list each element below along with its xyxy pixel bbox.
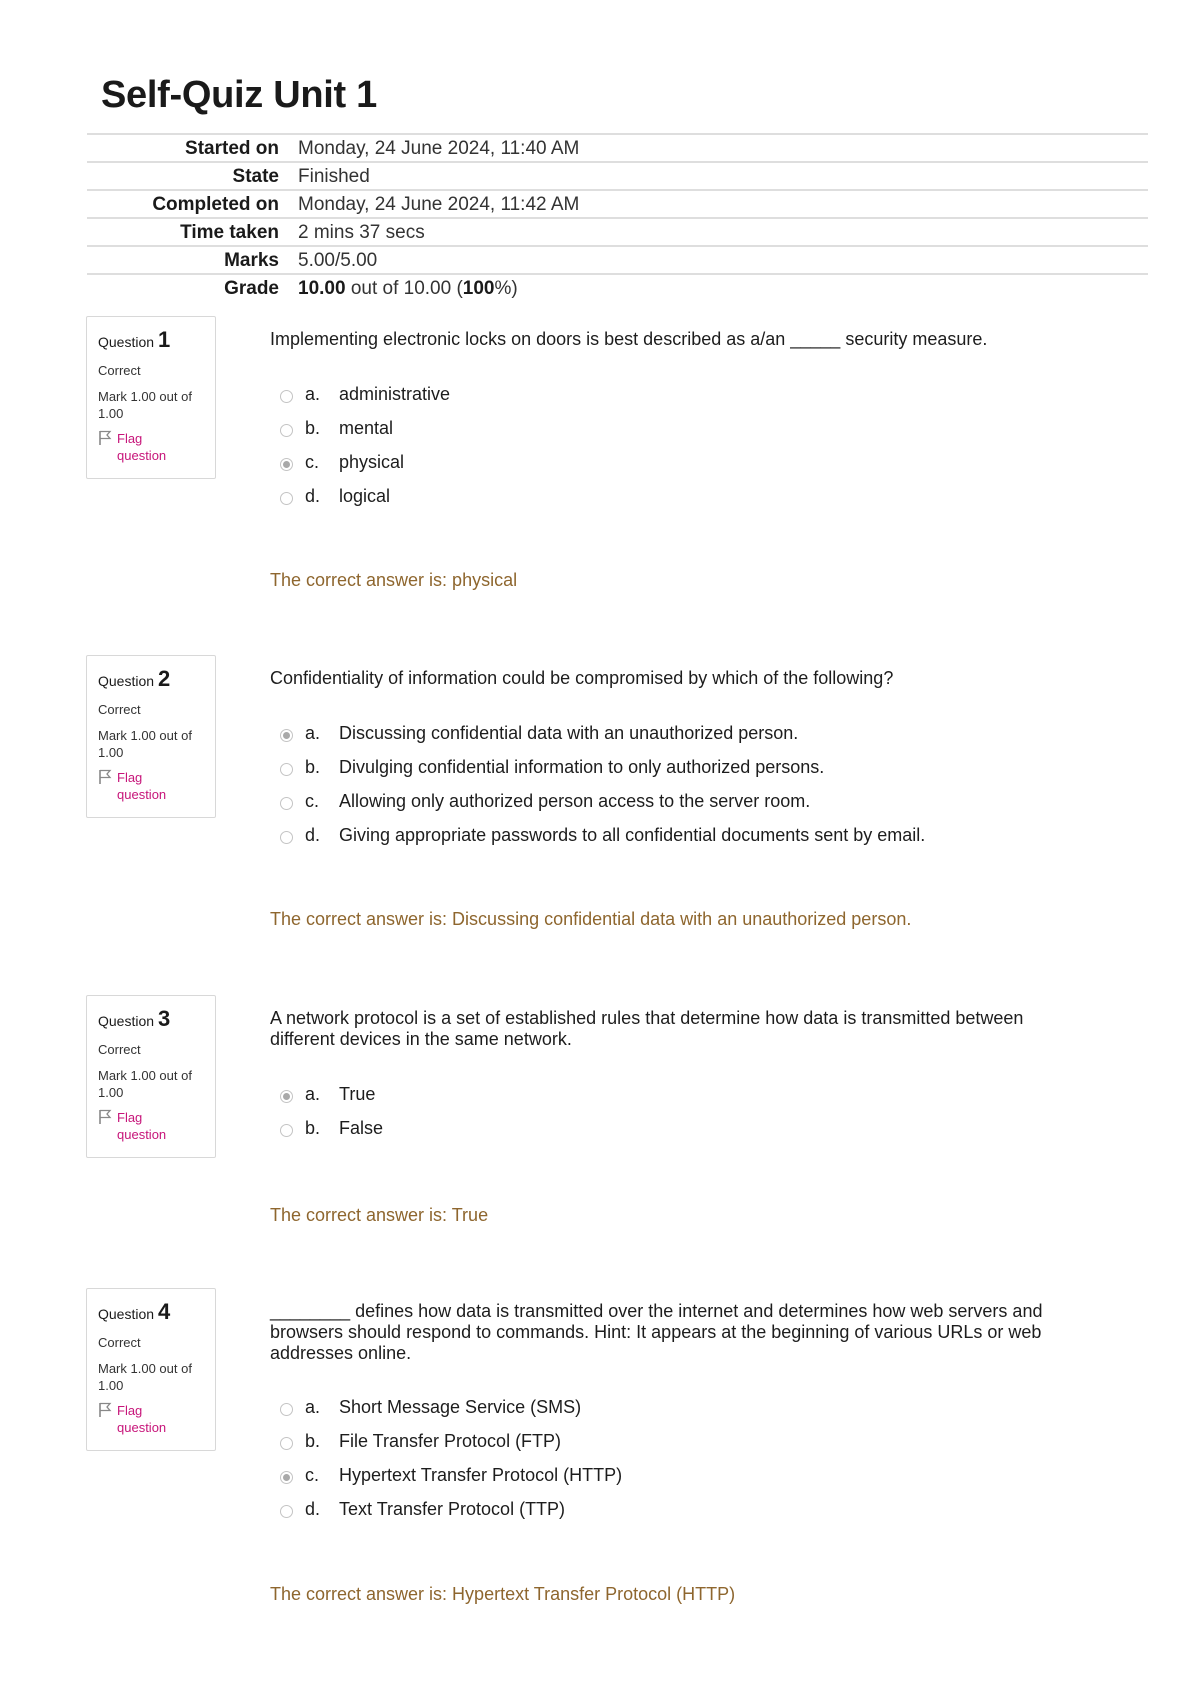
option-letter: d. [305,485,321,506]
radio-button[interactable] [280,424,293,437]
radio-button[interactable] [280,797,293,810]
option-letter: a. [305,383,321,404]
option-text: Allowing only authorized person access to the server room. [339,790,811,811]
answer-options [280,1390,622,1526]
option-letter: a. [305,1396,321,1417]
summary-label: Time taken [180,221,279,243]
question-label: Question [98,334,155,350]
question-text: ________ defines how data is transmitted over the internet and determines how web servers and browsers should respond to commands. Hint: It appears at the beginning of various URLs or web addresses online. [270,1301,1043,1363]
attempt-summary-table [87,133,1148,301]
option-text: administrative [339,383,451,404]
question-number [98,666,215,692]
radio-button[interactable] [280,763,293,776]
grade-middle: out of 10.00 ( [345,277,463,299]
grade-percent: 100 [462,277,495,299]
option-letter: d. [305,1498,321,1519]
option-text: physical [339,451,405,472]
summary-row-state [87,162,1148,190]
radio-button[interactable] [280,458,293,471]
answer-options [280,1077,383,1145]
summary-label: State [232,165,279,187]
summary-value: 5.00/5.00 [298,249,378,271]
question-state: Correct [98,702,141,717]
question-mark: Mark 1.00 out of 1.00 [98,1068,192,1100]
answer-option[interactable] [280,784,925,818]
option-text: Short Message Service (SMS) [339,1396,582,1417]
option-text: False [339,1117,384,1138]
radio-button[interactable] [280,492,293,505]
question-number-value: 1 [158,327,171,352]
summary-value: Monday, 24 June 2024, 11:42 AM [298,193,580,215]
question-state: Correct [98,1335,141,1350]
question-mark: Mark 1.00 out of 1.00 [98,389,192,421]
summary-value: Finished [298,165,370,187]
correct-answer-feedback: The correct answer is: Discussing confidential data with an unauthorized person. [270,909,912,929]
correct-answer-feedback: The correct answer is: True [270,1205,489,1225]
radio-button[interactable] [280,390,293,403]
answer-option[interactable] [280,1458,622,1492]
option-letter: b. [305,1430,321,1451]
answer-option[interactable] [280,1077,383,1111]
radio-button[interactable] [280,1403,293,1416]
summary-row-grade [87,274,1148,301]
flag-question-link[interactable] [98,769,215,803]
summary-value [279,274,1148,301]
option-text: Divulging confidential information to only authorized persons. [339,756,825,777]
option-letter: b. [305,1117,321,1138]
option-letter: b. [305,417,321,438]
radio-button[interactable] [280,729,293,742]
flag-question-label: Flag question [117,1110,167,1142]
option-letter: a. [305,1083,321,1104]
radio-button[interactable] [280,1505,293,1518]
flag-icon [98,769,113,785]
option-letter: c. [305,451,320,472]
answer-option[interactable] [280,1424,622,1458]
flag-question-link[interactable] [98,1402,215,1436]
summary-row-started [87,134,1148,162]
answer-options [280,716,925,852]
answer-option[interactable] [280,716,925,750]
option-text: File Transfer Protocol (FTP) [339,1430,562,1451]
option-text: True [339,1083,376,1104]
question-text: A network protocol is a set of established rules that determine how data is transmitted between different devices in the same network. [270,1008,1024,1049]
option-letter: a. [305,722,321,743]
summary-row-marks [87,246,1148,274]
flag-icon [98,1109,113,1125]
radio-button[interactable] [280,831,293,844]
answer-option[interactable] [280,377,450,411]
summary-value: 2 mins 37 secs [298,221,425,243]
question-mark: Mark 1.00 out of 1.00 [98,1361,192,1393]
question-label: Question [98,1013,155,1029]
answer-option[interactable] [280,818,925,852]
question-state: Correct [98,363,141,378]
option-letter: b. [305,756,321,777]
question-info [86,655,216,818]
grade-end: %) [494,277,518,299]
question-mark: Mark 1.00 out of 1.00 [98,728,192,760]
flag-question-label: Flag question [117,770,167,802]
option-text: logical [339,485,391,506]
question-info [86,1288,216,1451]
flag-question-label: Flag question [117,431,167,463]
flag-question-link[interactable] [98,430,215,464]
question-number-value: 3 [158,1006,171,1031]
flag-icon [98,1402,113,1418]
question-state: Correct [98,1042,141,1057]
grade-score: 10.00 [298,277,346,299]
question-number [98,1299,215,1325]
option-text: Text Transfer Protocol (TTP) [339,1498,566,1519]
option-letter: c. [305,1464,320,1485]
summary-value: Monday, 24 June 2024, 11:40 AM [298,137,580,159]
option-letter: c. [305,790,320,811]
option-text: Discussing confidential data with an unauthorized person. [339,722,799,743]
answer-option[interactable] [280,1111,383,1145]
answer-option[interactable] [280,750,925,784]
option-text: Giving appropriate passwords to all confidential documents sent by email. [339,824,926,845]
radio-button[interactable] [280,1437,293,1450]
answer-option[interactable] [280,1390,622,1424]
question-number-value: 4 [158,1299,171,1324]
summary-label: Grade [224,277,279,299]
option-text: mental [339,417,394,438]
correct-answer-feedback: The correct answer is: physical [270,570,518,590]
question-number-value: 2 [158,666,171,691]
option-letter: d. [305,824,321,845]
question-label: Question [98,1306,155,1322]
answer-option[interactable] [280,1492,622,1526]
page-title: Self-Quiz Unit 1 [101,74,377,116]
answer-options [280,377,450,513]
summary-row-completed [87,190,1148,218]
flag-question-link[interactable] [98,1109,215,1143]
question-text: Confidentiality of information could be compromised by which of the following? [270,668,894,688]
question-number [98,1006,215,1032]
summary-label: Started on [185,137,279,159]
option-text: Hypertext Transfer Protocol (HTTP) [339,1464,623,1485]
radio-button[interactable] [280,1090,293,1103]
question-label: Question [98,673,155,689]
answer-option[interactable] [280,479,450,513]
flag-question-label: Flag question [117,1403,167,1435]
question-info [86,316,216,479]
summary-label: Marks [224,249,279,271]
question-number [98,327,215,353]
radio-button[interactable] [280,1471,293,1484]
question-info [86,995,216,1158]
answer-option[interactable] [280,411,450,445]
correct-answer-feedback: The correct answer is: Hypertext Transfer Protocol (HTTP) [270,1584,736,1604]
flag-icon [98,430,113,446]
summary-label: Completed on [152,193,279,215]
answer-option[interactable] [280,445,450,479]
radio-button[interactable] [280,1124,293,1137]
question-text: Implementing electronic locks on doors is best described as a/an _____ security measure. [270,329,988,349]
summary-row-time [87,218,1148,246]
